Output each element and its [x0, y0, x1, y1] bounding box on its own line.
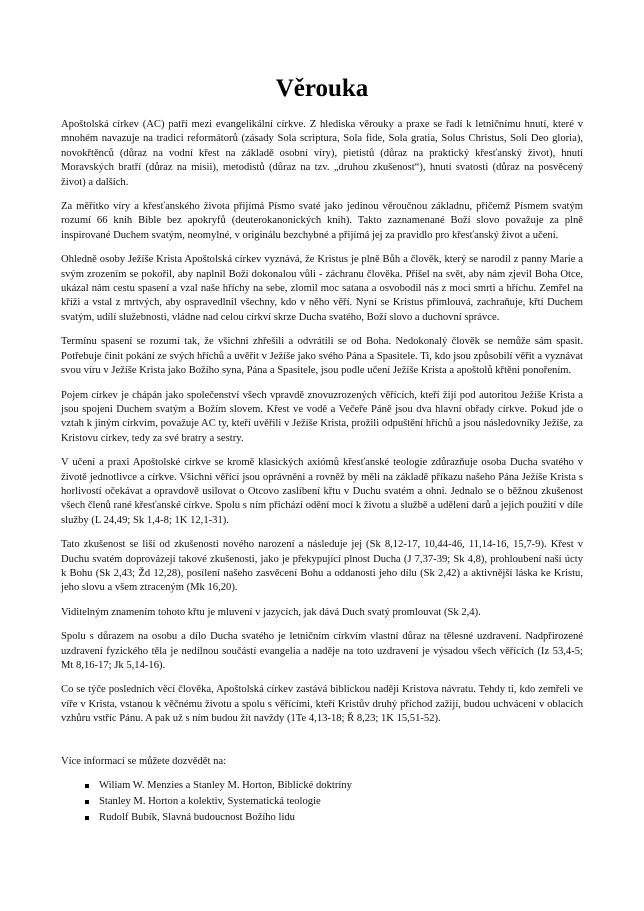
paragraph-spirit-baptism: Tato zkušenost se liší od zkušenosti nového narození a následuje jej (Sk 8,12-17, 10,44-46, 11,14-16, 15,7-9). Křest v Duchu svatém doprovázejí takové zkušenosti, jako je překypující plnost Ducha (J 7,37-39; Sk 4,8), prohloubení naší úcty k Bohu (Sk 2,43; Žd 12,28), posílení našeho zasvěcení Bohu a oddanosti jeho dílu (Sk 2,42) a aktivnější láska ke Kristu, jeho slovu a všem ztraceným (Mk 16,20).: [61, 539, 583, 594]
reference-text: Wiliam W. Menzies a Stanley M. Horton, Biblické doktríny: [99, 780, 352, 792]
paragraph-holy-spirit: V učení a praxi Apoštolské církve se kromě klasických axiómů křesťanské teologie zdůrazňuje osoba Ducha svatého v životě jednotlivce a církve. Všichni věřící jsou oprávněni a rovněž by měli na základě příkazu našeho Pána Ježíše Krista s horlivostí očekávat a opravdově usilovat o Otcovo zaslíbení křtu v Duchu svatém a ohni. Jednalo se o běžnou zkušenost všech členů rané křesťanské církve. Spolu s ním přichází odění mocí k životu a službě a udělení darů a jejich použití v díle služby (L 24,49; Sk 1,4-8; 1K 12,1-31).: [61, 457, 583, 526]
reference-text: Stanley M. Horton a kolektiv, Systematická teologie: [99, 796, 321, 808]
page-title: Věrouka: [275, 75, 369, 102]
more-info-heading: Více informací se můžete dozvědět na:: [61, 755, 227, 767]
paragraph-salvation: Termínu spasení se rozumí tak, že všichni zhřešili a odvrátili se od Boha. Nedokonalý člověk se nemůže sám spasit. Potřebuje činit pokání ze svých hříchů a uvěřit v Ježíše jako svého Pána a Spasitele. Ti, kdo jsou způsobilí věřit a vyznávat svou víru v Ježíše Krista jako Božího syna, Pána a Spasitele, jsou podle učení Ježíše Krista a apoštolů křtěni ponořením.: [61, 336, 583, 377]
paragraph-jesus-christ: Ohledně osoby Ježíše Krista Apoštolská církev vyznává, že Kristus je plně Bůh a člověk, který se narodil z panny Marie a svým zrozením se pokořil, aby naplnil Boží dokonalou vůli - záchranu člověka. Přišel na svět, aby nám zjevil Boha Otce, ukázal nám cestu spasení a vzal naše hříchy na sebe, zlomil moc satana a osvobodil nás z moci smrti a hříchu. Zemřel na kříži a vstal z mrtvých, aby ospravedlnil všechny, kdo v něho věří. Nyní se Kristus přimlouvá, zachraňuje, křtí Duchem svatým, udílí služebnosti, vládne nad celou církví skrze Ducha svatého, Boží slovo a duchovní správce.: [61, 254, 583, 323]
bullet-icon: [85, 800, 89, 804]
bullet-icon: [85, 816, 89, 820]
paragraph-church-classification: Apoštolská církev (AC) patří mezi evangelikální církve. Z hlediska věrouky a praxe se řadí k letničnímu hnutí, které v mnohém navazuje na tradici reformátorů (zásady Sola scriptura, Sola fide, Sola gratia, Solus Christus, Soli Deo gloria), novokřtěnců (důraz na vodní křest na základě osobní víry), pietistů (důraz na praktický křesťanský život), hnutí Moravských bratří (důraz na misii), metodistů (důraz na tzv. „druhou zkušenost“), hnutí svatosti (důraz na posvěcený život) a dalších.: [61, 119, 583, 188]
paragraph-healing: Spolu s důrazem na osobu a dílo Ducha svatého je letničním církvím vlastní důraz na tělesné uzdravení. Nadpřirozené uzdravení fyzického těla je nedílnou součástí evangelia a naděje na toto uzdravení je výsadou všech věřících (Iz 53,4-5; Mt 8,16-17; Jk 5,14-16).: [61, 631, 583, 671]
reference-list: [61, 779, 583, 825]
paragraph-church: Pojem církev je chápán jako společenství všech vpravdě znovuzrozených věřících, kteří žijí pod autoritou Ježíše Krista a jsou spojeni Duchem svatým a Božím slovem. Křest ve vodě a Večeře Páně jsou dva hlavní obřady církve. Pokud jde o vztah k jiným církvím, považuje AC ty, kteří uvěřili v Ježíše Krista, prožili odpuštění hříchů a jsou následovníky Ježíše, za Kristovu církev, tedy za své bratry a sestry.: [61, 389, 583, 444]
document-body: [61, 118, 583, 827]
paragraph-tongues: Viditelným znamením tohoto křtu je mluvení v jazycích, jak dává Duch svatý promlouvat (Sk 2,4).: [61, 606, 481, 618]
reference-text: Rudolf Bubík, Slavná budoucnost Božího lidu: [99, 812, 295, 824]
paragraph-scripture: Za měřítko víry a křesťanského života přijímá Písmo svaté jako jedinou věroučnou základnu, přičemž Písmem svatým rozumí 66 knih Bible bez apokryfů (deuterokanonických knih). Takto zaznamenané Boží slovo považuje za plně inspirované Duchem svatým, neomylné, v originálu bezchybné a přijímá jej za pravidlo pro křesťanský život a učení.: [61, 201, 583, 241]
list-item: [85, 795, 583, 809]
paragraph-last-things: Co se týče posledních věcí člověka, Apoštolská církev zastává biblickou naději Kristova návratu. Tehdy ti, kdo zemřeli ve víře v Krista, vstanou k věčnému životu a spolu s věřícími, kteří Kristův druhý příchod zažijí, budou uchváceni v oblacích vzhůru vstříc Pánu. A pak už s ním budou žít navždy (1Te 4,13-18; Ř 8,23; 1K 15,51-52).: [61, 684, 583, 725]
list-item: [85, 779, 583, 793]
bullet-icon: [85, 784, 89, 788]
list-item: [85, 811, 583, 825]
